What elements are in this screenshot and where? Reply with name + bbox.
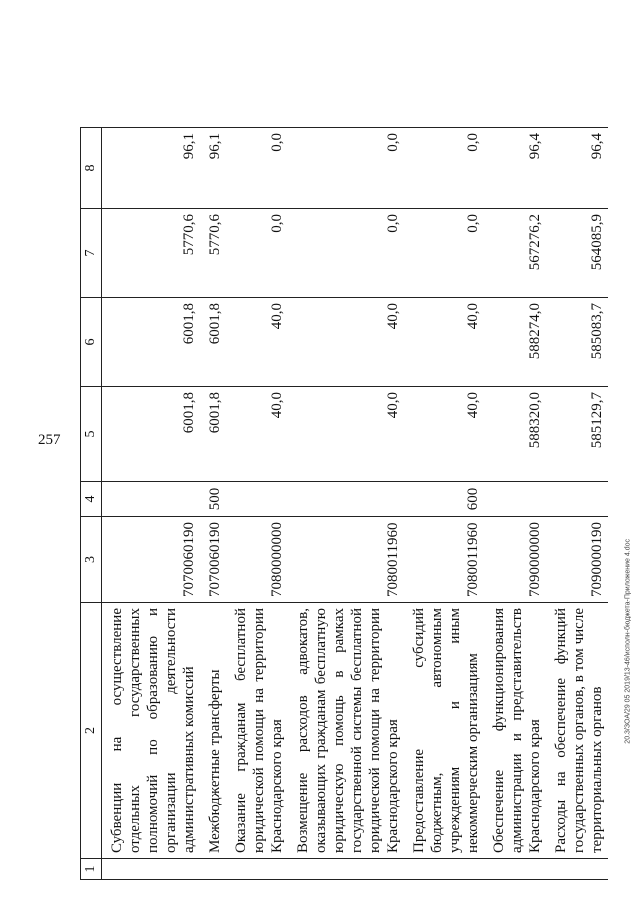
header-col-5: 5 bbox=[81, 387, 102, 482]
table-row bbox=[484, 128, 546, 880]
row-name: Оказание гражданам бесплатной юридической помощи на территории Краснодарского края bbox=[226, 603, 288, 859]
row-expense-type: 500 bbox=[200, 482, 226, 517]
row-value-7: 567276,2 bbox=[484, 209, 546, 298]
page-number: 257 bbox=[38, 432, 61, 448]
row-name: Расходы на обеспечение функций государственных органов, в том числе территориальных органов bbox=[546, 603, 608, 859]
row-value-8: 96,1 bbox=[102, 128, 201, 209]
row-value-7: 0,0 bbox=[226, 209, 288, 298]
header-col-2: 2 bbox=[81, 603, 102, 859]
row-value-5: 588320,0 bbox=[484, 387, 546, 482]
row-name: Предоставление субсидий бюджетным, автономным учреждениям и иным некоммерческим организациям bbox=[404, 603, 484, 859]
row-number-cell bbox=[404, 859, 484, 880]
header-col-4: 4 bbox=[81, 482, 102, 517]
row-expense-type bbox=[226, 482, 288, 517]
row-value-6: 40,0 bbox=[288, 298, 404, 387]
row-value-5: 40,0 bbox=[226, 387, 288, 482]
row-number-cell bbox=[226, 859, 288, 880]
row-expense-type: 600 bbox=[404, 482, 484, 517]
row-value-6: 588274,0 bbox=[484, 298, 546, 387]
row-expense-type bbox=[546, 482, 608, 517]
row-number-cell bbox=[102, 859, 201, 880]
row-value-5: 6001,8 bbox=[102, 387, 201, 482]
header-col-8: 8 bbox=[81, 128, 102, 209]
row-name: Субвенции на осуществление отдельных государственных полномочий по образованию и организации деятельности административных комиссий bbox=[102, 603, 201, 859]
budget-table bbox=[80, 127, 608, 880]
row-value-8: 96,1 bbox=[200, 128, 226, 209]
footer-file-path: 20.3/ЗОА/29 05 2019/13-46/исполн-бюджета-Приложение 4.doc bbox=[625, 539, 632, 744]
row-code: 7080011960 bbox=[288, 517, 404, 603]
row-value-8: 96,4 bbox=[484, 128, 546, 209]
row-value-8: 0,0 bbox=[226, 128, 288, 209]
row-value-8: 0,0 bbox=[288, 128, 404, 209]
row-value-7: 564085,9 bbox=[546, 209, 608, 298]
row-value-8: 0,0 bbox=[404, 128, 484, 209]
row-expense-type bbox=[102, 482, 201, 517]
row-value-7: 5770,6 bbox=[200, 209, 226, 298]
table-row bbox=[404, 128, 484, 880]
row-code: 7090000000 bbox=[484, 517, 546, 603]
row-value-7: 0,0 bbox=[404, 209, 484, 298]
row-value-7: 5770,6 bbox=[102, 209, 201, 298]
row-number-cell bbox=[200, 859, 226, 880]
row-name: Возмещение расходов адвокатов, оказывающих гражданам бесплатную юридическую помощь в рамках государственной системы бесплатной юридической помощи на территории Краснодарского края bbox=[288, 603, 404, 859]
row-value-7: 0,0 bbox=[288, 209, 404, 298]
row-value-6: 40,0 bbox=[404, 298, 484, 387]
row-expense-type bbox=[484, 482, 546, 517]
table-row bbox=[200, 128, 226, 880]
row-name: Обеспечение функционирования администрации и представительств Краснодарского края bbox=[484, 603, 546, 859]
row-code: 7070060190 bbox=[200, 517, 226, 603]
row-value-6: 585083,7 bbox=[546, 298, 608, 387]
table-row bbox=[226, 128, 288, 880]
table-header-row bbox=[81, 128, 102, 880]
row-code: 7080011960 bbox=[404, 517, 484, 603]
table-row bbox=[546, 128, 608, 880]
report-sheet bbox=[80, 50, 640, 880]
row-value-5: 40,0 bbox=[404, 387, 484, 482]
row-value-6: 40,0 bbox=[226, 298, 288, 387]
header-col-7: 7 bbox=[81, 209, 102, 298]
row-code: 7080000000 bbox=[226, 517, 288, 603]
row-number-cell bbox=[546, 859, 608, 880]
row-value-5: 6001,8 bbox=[200, 387, 226, 482]
row-value-5: 585129,7 bbox=[546, 387, 608, 482]
table-row bbox=[102, 128, 201, 880]
row-value-8: 96,4 bbox=[546, 128, 608, 209]
row-number-cell bbox=[288, 859, 404, 880]
row-value-6: 6001,8 bbox=[102, 298, 201, 387]
row-value-5: 40,0 bbox=[288, 387, 404, 482]
header-col-3: 3 bbox=[81, 517, 102, 603]
row-value-6: 6001,8 bbox=[200, 298, 226, 387]
header-col-6: 6 bbox=[81, 298, 102, 387]
header-col-1: 1 bbox=[81, 859, 102, 880]
row-code: 7070060190 bbox=[102, 517, 201, 603]
row-code: 7090000190 bbox=[546, 517, 608, 603]
row-name: Межбюджетные трансферты bbox=[200, 603, 226, 859]
rotated-landscape-page bbox=[80, 50, 640, 880]
table-row bbox=[288, 128, 404, 880]
row-expense-type bbox=[288, 482, 404, 517]
row-number-cell bbox=[484, 859, 546, 880]
